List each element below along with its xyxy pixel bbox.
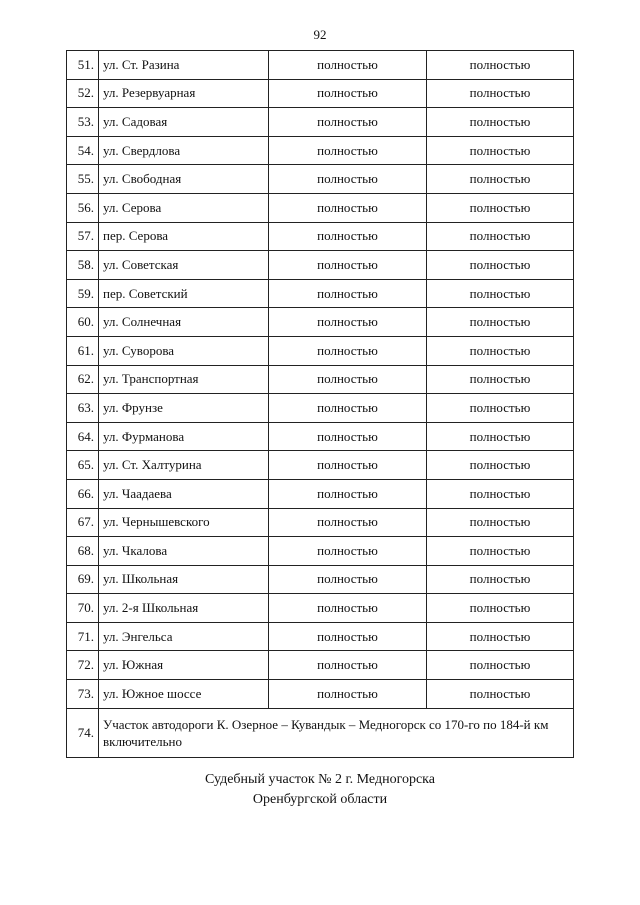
coverage-cell-2: полностью: [427, 222, 574, 251]
table-row: [67, 508, 574, 537]
coverage-cell-2: полностью: [427, 365, 574, 394]
street-name: ул. Южное шоссе: [99, 680, 269, 709]
row-number: 65.: [67, 451, 99, 480]
row-number: 72.: [67, 651, 99, 680]
table-row: [67, 193, 574, 222]
street-name: ул. Серова: [99, 193, 269, 222]
coverage-cell-2: полностью: [427, 594, 574, 623]
coverage-cell-1: полностью: [269, 422, 427, 451]
coverage-cell-2: полностью: [427, 79, 574, 108]
street-name: ул. Транспортная: [99, 365, 269, 394]
coverage-cell-1: полностью: [269, 251, 427, 280]
street-name: ул. Свободная: [99, 165, 269, 194]
table-row: [67, 479, 574, 508]
coverage-cell-2: полностью: [427, 422, 574, 451]
coverage-cell-2: полностью: [427, 451, 574, 480]
street-name: ул. 2-я Школьная: [99, 594, 269, 623]
table-row: [67, 422, 574, 451]
coverage-cell-1: полностью: [269, 651, 427, 680]
coverage-cell-1: полностью: [269, 336, 427, 365]
street-name: ул. Советская: [99, 251, 269, 280]
footer-caption: [0, 770, 640, 810]
table-row: [67, 51, 574, 80]
street-name: ул. Школьная: [99, 565, 269, 594]
street-name: пер. Серова: [99, 222, 269, 251]
row-number: 57.: [67, 222, 99, 251]
coverage-cell-1: полностью: [269, 508, 427, 537]
table-row: [67, 365, 574, 394]
coverage-cell-1: полностью: [269, 565, 427, 594]
coverage-cell-1: полностью: [269, 193, 427, 222]
road-section-cell: Участок автодороги К. Озерное – Кувандык – Медногорск со 170-го по 184-й км включительно: [99, 708, 574, 757]
row-number: 64.: [67, 422, 99, 451]
coverage-cell-1: полностью: [269, 680, 427, 709]
street-name: ул. Чаадаева: [99, 479, 269, 508]
table-row: [67, 680, 574, 709]
coverage-cell-2: полностью: [427, 565, 574, 594]
table-row: [67, 308, 574, 337]
coverage-cell-1: полностью: [269, 622, 427, 651]
street-name: ул. Суворова: [99, 336, 269, 365]
table-row: [67, 594, 574, 623]
coverage-cell-2: полностью: [427, 508, 574, 537]
street-name: ул. Садовая: [99, 108, 269, 137]
coverage-cell-1: полностью: [269, 51, 427, 80]
table-row: [67, 537, 574, 566]
row-number: 51.: [67, 51, 99, 80]
street-name: ул. Резервуарная: [99, 79, 269, 108]
table-body: [67, 51, 574, 758]
row-number: 54.: [67, 136, 99, 165]
coverage-cell-2: полностью: [427, 193, 574, 222]
row-number: 52.: [67, 79, 99, 108]
row-number: 61.: [67, 336, 99, 365]
table-row-last: [67, 708, 574, 757]
street-name: ул. Энгельса: [99, 622, 269, 651]
street-name: ул. Ст. Разина: [99, 51, 269, 80]
row-number: 68.: [67, 537, 99, 566]
table-row: [67, 222, 574, 251]
coverage-cell-1: полностью: [269, 165, 427, 194]
coverage-cell-1: полностью: [269, 108, 427, 137]
street-name: ул. Южная: [99, 651, 269, 680]
coverage-cell-1: полностью: [269, 222, 427, 251]
coverage-cell-2: полностью: [427, 479, 574, 508]
street-name: пер. Советский: [99, 279, 269, 308]
table-row: [67, 136, 574, 165]
coverage-cell-1: полностью: [269, 365, 427, 394]
coverage-cell-2: полностью: [427, 51, 574, 80]
street-name: ул. Ст. Халтурина: [99, 451, 269, 480]
coverage-cell-2: полностью: [427, 622, 574, 651]
coverage-cell-2: полностью: [427, 537, 574, 566]
table-row: [67, 651, 574, 680]
coverage-cell-1: полностью: [269, 394, 427, 423]
row-number: 71.: [67, 622, 99, 651]
row-number: 73.: [67, 680, 99, 709]
table-row: [67, 451, 574, 480]
street-name: ул. Солнечная: [99, 308, 269, 337]
coverage-cell-2: полностью: [427, 336, 574, 365]
coverage-cell-1: полностью: [269, 451, 427, 480]
street-name: ул. Чернышевского: [99, 508, 269, 537]
coverage-cell-1: полностью: [269, 136, 427, 165]
table-row: [67, 251, 574, 280]
row-number: 70.: [67, 594, 99, 623]
coverage-cell-1: полностью: [269, 279, 427, 308]
coverage-cell-2: полностью: [427, 394, 574, 423]
row-number: 66.: [67, 479, 99, 508]
coverage-cell-1: полностью: [269, 308, 427, 337]
street-name: ул. Чкалова: [99, 537, 269, 566]
coverage-cell-2: полностью: [427, 251, 574, 280]
street-name: ул. Фрунзе: [99, 394, 269, 423]
table-row: [67, 394, 574, 423]
table-row: [67, 565, 574, 594]
row-number: 58.: [67, 251, 99, 280]
streets-table: [66, 50, 574, 758]
coverage-cell-2: полностью: [427, 165, 574, 194]
table-row: [67, 165, 574, 194]
page-number: 92: [313, 27, 327, 42]
footer-line-1: Судебный участок № 2 г. Медногорска: [204, 772, 435, 787]
coverage-cell-1: полностью: [269, 537, 427, 566]
table-row: [67, 622, 574, 651]
coverage-cell-2: полностью: [427, 279, 574, 308]
table-row: [67, 79, 574, 108]
coverage-cell-2: полностью: [427, 136, 574, 165]
row-number: 59.: [67, 279, 99, 308]
row-number: 56.: [67, 193, 99, 222]
row-number: 53.: [67, 108, 99, 137]
row-number: 63.: [67, 394, 99, 423]
row-number: 74.: [67, 708, 99, 757]
coverage-cell-1: полностью: [269, 479, 427, 508]
row-number: 55.: [67, 165, 99, 194]
row-number: 60.: [67, 308, 99, 337]
table-row: [67, 279, 574, 308]
row-number: 67.: [67, 508, 99, 537]
table-row: [67, 108, 574, 137]
coverage-cell-2: полностью: [427, 108, 574, 137]
footer-line-2: Оренбургской области: [252, 792, 388, 807]
row-number: 62.: [67, 365, 99, 394]
row-number: 69.: [67, 565, 99, 594]
coverage-cell-2: полностью: [427, 651, 574, 680]
coverage-cell-2: полностью: [427, 308, 574, 337]
street-name: ул. Свердлова: [99, 136, 269, 165]
coverage-cell-2: полностью: [427, 680, 574, 709]
table-row: [67, 336, 574, 365]
coverage-cell-1: полностью: [269, 79, 427, 108]
street-name: ул. Фурманова: [99, 422, 269, 451]
coverage-cell-1: полностью: [269, 594, 427, 623]
